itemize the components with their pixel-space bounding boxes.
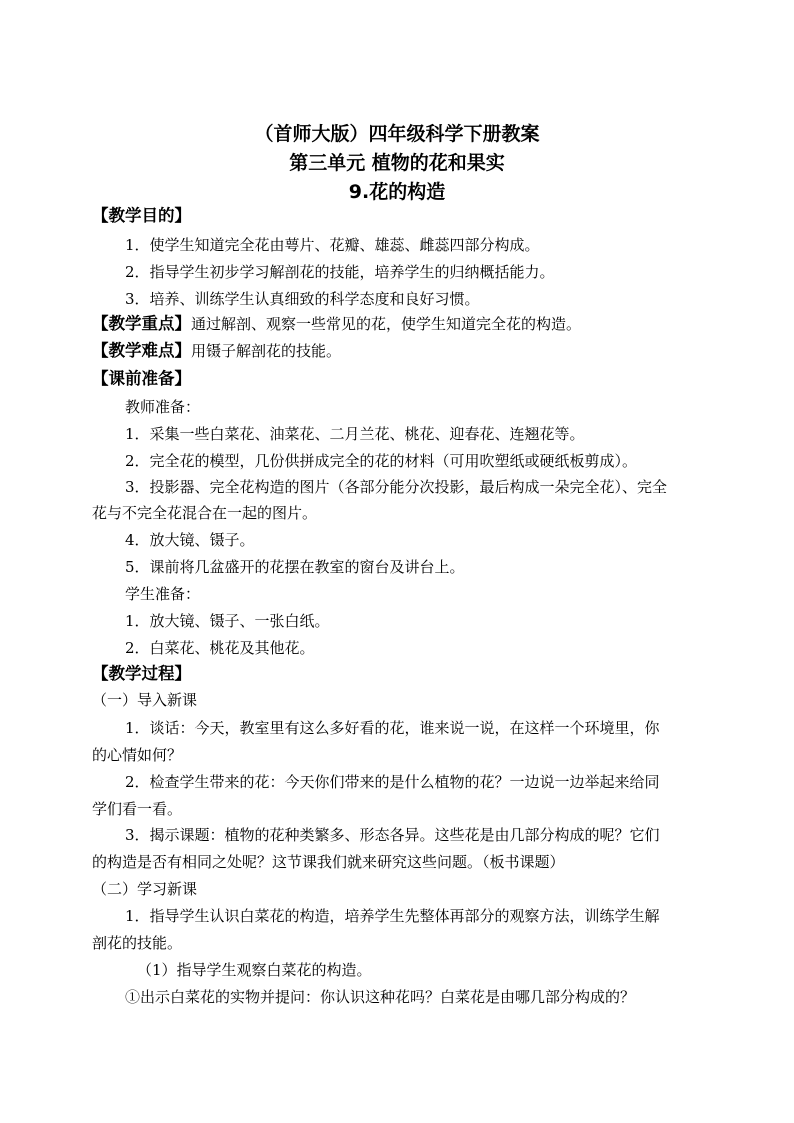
process-item: 1．谈话：今天，教室里有这么多好看的花，谁来说一说，在这样一个环境里，你 — [125, 719, 660, 737]
prep-item: 4．放大镜、镊子。 — [125, 531, 255, 549]
process-item-cont: 的构造是否有相同之处呢？这节课我们就来研究这些问题。（板书课题） — [92, 853, 565, 871]
doc-title: （首师大版）四年级科学下册教案 — [254, 123, 540, 145]
process-item: 1．指导学生认识白菜花的构造，培养学生先整体再部分的观察方法，训练学生解 — [125, 907, 660, 925]
unit-title: 第三单元 植物的花和果实 — [289, 152, 505, 174]
key-point-line — [92, 314, 581, 334]
prep-item: 2．完全花的模型，几份供拼成完全的花的材料（可用吹塑纸或硬纸板剪成）。 — [125, 452, 638, 470]
prep-item: 3．投影器、完全花构造的图片（各部分能分次投影，最后构成一朵完全花）、完全 — [125, 478, 668, 496]
process-item-cont: 剖花的技能。 — [92, 934, 183, 952]
process-subitem: ①出示白菜花的实物并提问：你认识这种花吗？白菜花是由哪几部分构成的？ — [125, 988, 636, 1006]
process-item-cont: 学们看一看。 — [92, 800, 183, 818]
process-item-cont: 的心情如何？ — [92, 746, 183, 764]
prep-item-cont: 花与不完全花混合在一起的图片。 — [92, 504, 318, 522]
process-subitem: （1）指导学生观察白菜花的构造。 — [137, 961, 372, 979]
student-prep-label: 学生准备： — [125, 585, 201, 603]
section-heading-prep: 【课前准备】 — [92, 369, 191, 388]
prep-item: 2．白菜花、桃花及其他花。 — [125, 639, 315, 657]
goal-item: 1．使学生知道完全花由萼片、花瓣、雄蕊、雌蕊四部分构成。 — [125, 236, 540, 254]
key-point-text: 通过解剖、观察一些常见的花，使学生知道完全花的构造。 — [191, 315, 582, 333]
prep-item: 1．采集一些白菜花、油菜花、二月兰花、桃花、迎春花、连翘花等。 — [125, 425, 585, 443]
difficulty-line — [92, 341, 341, 361]
section-heading-difficulty: 【教学难点】 — [92, 341, 191, 360]
goal-item: 2．指导学生初步学习解剖花的技能，培养学生的归纳概括能力。 — [125, 263, 555, 281]
part-heading: （二）学习新课 — [92, 880, 198, 898]
goal-item: 3．培养、训练学生认真细致的科学态度和良好习惯。 — [125, 290, 480, 308]
section-heading-process: 【教学过程】 — [92, 664, 191, 683]
part-heading: （一）导入新课 — [92, 691, 198, 709]
prep-item: 1．放大镜、镊子、一张白纸。 — [125, 612, 330, 630]
section-heading-key: 【教学重点】 — [92, 314, 191, 333]
prep-item: 5．课前将几盆盛开的花摆在教室的窗台及讲台上。 — [125, 558, 465, 576]
section-heading-goal: 【教学目的】 — [92, 206, 191, 225]
process-item: 3．揭示课题：植物的花种类繁多、形态各异。这些花是由几部分构成的呢？它们 — [125, 826, 660, 844]
lesson-title: 9.花的构造 — [348, 181, 446, 203]
difficulty-text: 用镊子解剖花的技能。 — [191, 342, 342, 360]
teacher-prep-label: 教师准备： — [125, 398, 201, 416]
process-item: 2．检查学生带来的花：今天你们带来的是什么植物的花？一边说一边举起来给同 — [125, 773, 660, 791]
